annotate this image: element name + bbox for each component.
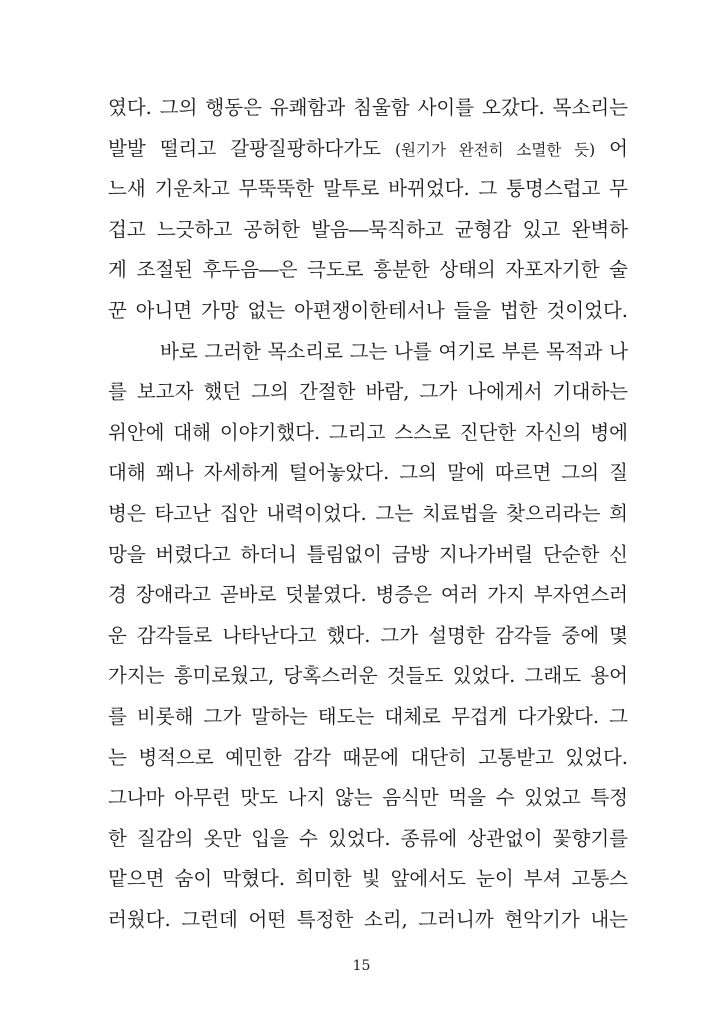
text-line-21: 러웠다. 그런데 어떤 특정한 소리, 그러니까 현악기가 내는	[108, 907, 628, 931]
text-line-13: 경 장애라고 곧바로 덧붙였다. 병증은 여러 가지 부자연스러	[108, 583, 628, 607]
text-line-2	[108, 129, 628, 170]
text-line-20: 맡으면 숨이 막혔다. 희미한 빛 앞에서도 눈이 부셔 고통스	[108, 867, 628, 891]
text-line-7: 바로 그러한 목소리로 그는 나를 여기로 부른 목적과 나	[160, 339, 628, 363]
text-line-10: 대해 꽤나 자세하게 털어놓았다. 그의 말에 따르면 그의 질	[108, 461, 628, 485]
text-line-5: 게 조절된 후두음―은 극도로 흥분한 상태의 자포자기한 술	[108, 258, 628, 282]
text-line-9: 위안에 대해 이야기했다. 그리고 스스로 진단한 자신의 병에	[108, 420, 628, 444]
text-line-18: 그나마 아무런 맛도 나지 않는 음식만 먹을 수 있었고 특정	[108, 786, 628, 810]
text-line-8: 를 보고자 했던 그의 간절한 바람, 그가 나에게서 기대하는	[108, 380, 628, 404]
text-line-16: 를 비롯해 그가 말하는 태도는 대체로 무겁게 다가왔다. 그	[108, 704, 628, 728]
text-line-11: 병은 타고난 집안 내력이었다. 그는 치료법을 찾으리라는 희	[108, 501, 628, 525]
text-line-14: 운 감각들로 나타난다고 했다. 그가 설명한 감각들 중에 몇	[108, 623, 628, 647]
body-text	[108, 88, 628, 940]
page-number: 15	[352, 958, 371, 974]
text-line-19: 한 질감의 옷만 입을 수 있었다. 종류에 상관없이 꽃향기를	[108, 826, 628, 850]
text-line-15: 가지는 흥미로웠고, 당혹스러운 것들도 있었다. 그래도 용어	[108, 664, 628, 688]
text-line-6: 꾼 아니면 가망 없는 아편쟁이한테서나 들을 법한 것이었다.	[108, 298, 628, 322]
parenthetical-note: (원기가 완전히 소멸한 듯)	[395, 140, 596, 159]
text-line-2-part-b: 어	[595, 136, 628, 160]
text-line-12: 망을 버렸다고 하더니 틀림없이 금방 지나가버릴 단순한 신	[108, 542, 628, 566]
text-line-17: 는 병적으로 예민한 감각 때문에 대단히 고통받고 있었다.	[108, 745, 628, 769]
text-line-3: 느새 기운차고 무뚝뚝한 말투로 바뀌었다. 그 퉁명스럽고 무	[108, 177, 628, 201]
text-line-1: 였다. 그의 행동은 유쾌함과 침울함 사이를 오갔다. 목소리는	[108, 96, 628, 119]
text-line-4: 겁고 느긋하고 공허한 발음―묵직하고 균형감 있고 완벽하	[108, 217, 628, 241]
text-line-2-part-a: 발발 떨리고 갈팡질팡하다가도	[108, 136, 395, 160]
